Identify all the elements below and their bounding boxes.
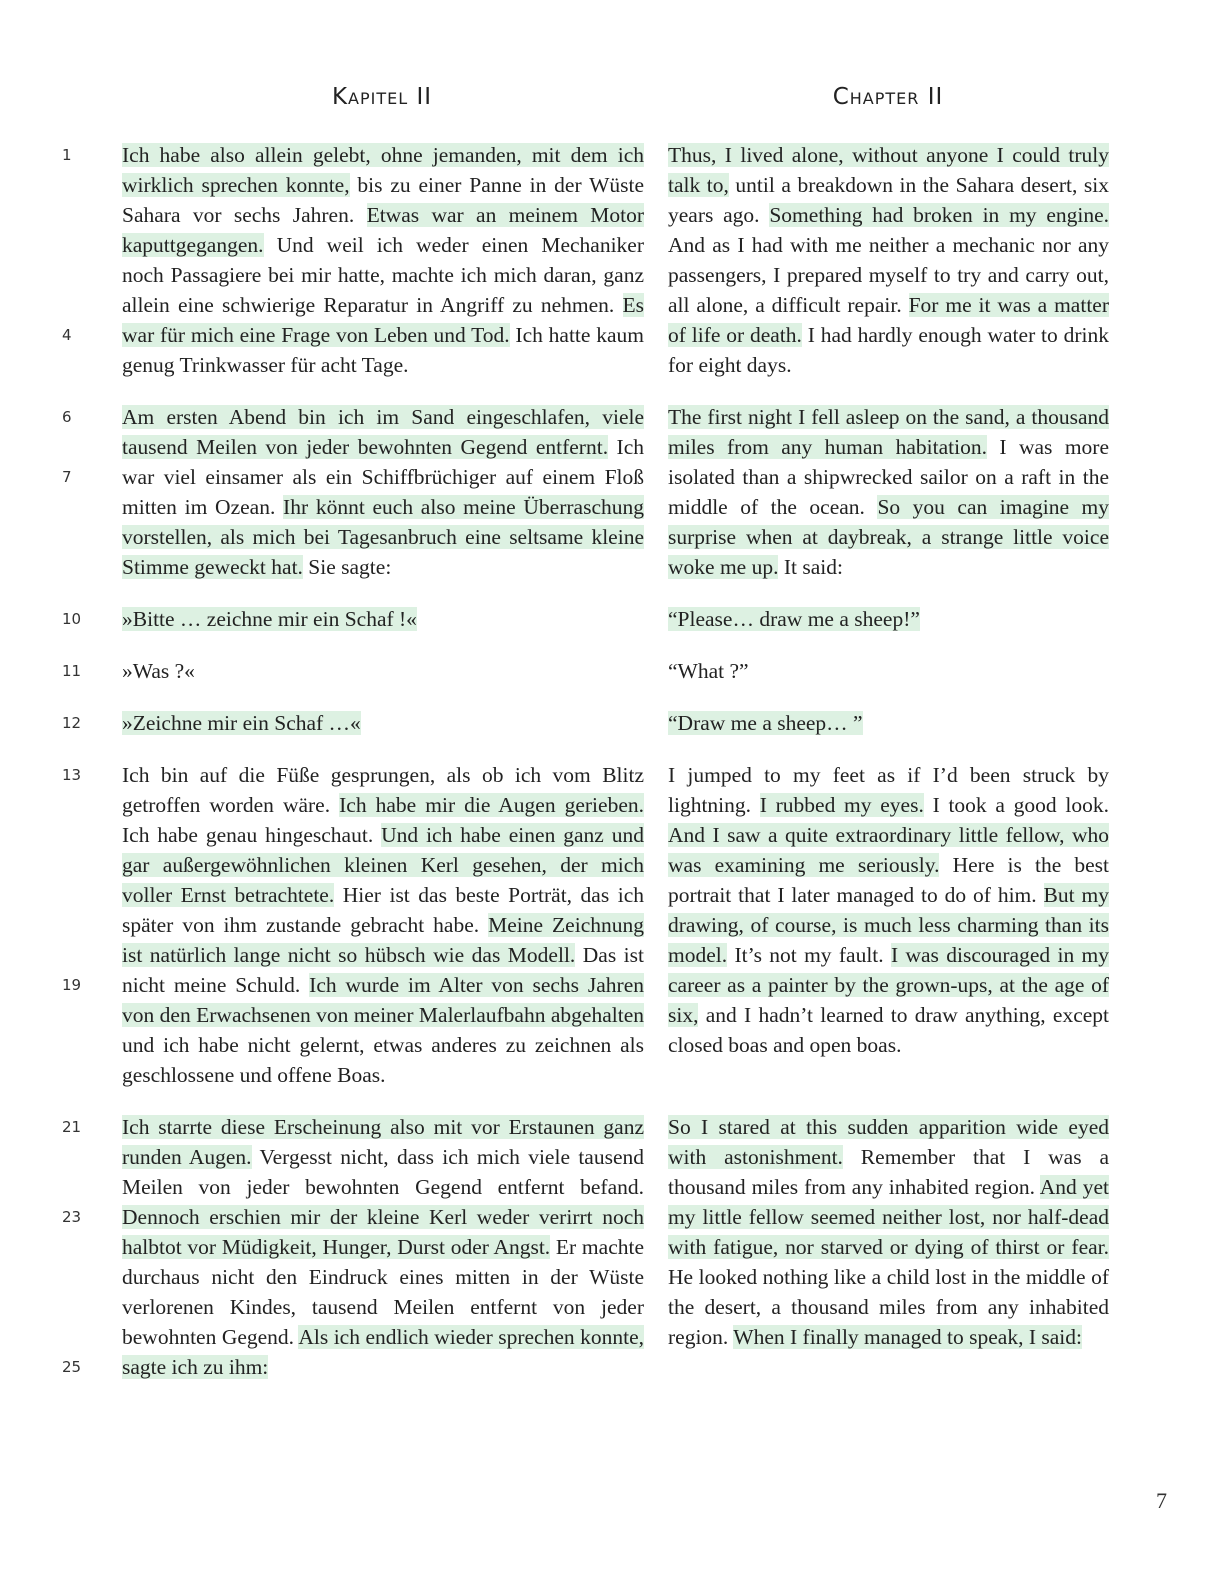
page-number: 7 [1156,1488,1167,1513]
highlighted-sentence: So I stared at this sudden apparition wide eyed with astonishment. [668,1115,1109,1169]
english-paragraph [668,1112,1109,1352]
german-paragraph [122,604,644,634]
highlighted-sentence: Am ersten Abend bin ich im Sand eingeschlafen, viele tausend Meilen von jeder bewohnten Gegend entfernt. [122,405,644,459]
highlighted-sentence: I was discouraged in my career as a painter by the grown-ups, at the age of six, [668,943,1110,1027]
highlighted-sentence: Als ich endlich wieder sprechen konnte, sagte ich zu ihm: [122,1325,644,1379]
highlighted-sentence: »Bitte … zeichne mir ein Schaf !« [122,607,417,631]
highlighted-sentence: Etwas war an meinem Motor kaputtgegangen. [122,203,644,257]
sentence: Hier ist das beste Porträt, das ich später von ihm zustande gebracht habe. [122,883,645,937]
line-number: 23 [62,1208,82,1226]
highlighted-sentence: But my drawing, of course, is much less charming than its model. [668,883,1109,967]
sentence: Ich habe genau hingeschaut. [122,823,382,847]
sentence: I had hardly enough water to drink for eight days. [668,323,1109,377]
line-number: 11 [62,662,82,680]
english-paragraph [668,708,1109,738]
line-number: 10 [62,610,82,628]
german-paragraph [122,402,644,582]
sentence: Er machte durchaus nicht den Eindruck eines mitten in der Wüste verlorenen Kindes, tausend Meilen entfernt von jeder bewohnten Gegend. [122,1235,644,1349]
sentence: He looked nothing like a child lost in the middle of the desert, a thousand miles from any inhabited region. [668,1265,1109,1349]
sentence: It’s not my fault. [727,943,891,967]
sentence: I was more isolated than a shipwrecked sailor on a raft in the middle of the ocean. [668,435,1109,519]
highlighted-sentence: I rubbed my eyes. [759,793,924,817]
english-paragraph [668,140,1109,380]
sentence: Ich bin auf die Füße gesprungen, als ob ich vom Blitz getroffen worden wäre. [122,763,644,817]
highlighted-sentence: Und ich habe einen ganz und gar außergewöhnlichen kleinen Kerl gesehen, der mich voller Ernst betrachtete. [122,823,644,907]
sentence: Und weil ich weder einen Mechaniker noch Passagiere bei mir hatte, machte ich mich daran, ganz allein eine schwierige Reparatur in Angriff zu nehmen. [122,233,644,317]
sentence: Das ist nicht meine Schuld. [122,943,644,997]
highlighted-sentence: For me it was a matter of life or death. [668,293,1109,347]
highlighted-sentence: Meine Zeichnung ist natürlich lange nicht so hübsch wie das Modell. [122,913,644,967]
highlighted-sentence: “Please… draw me a sheep!” [668,607,920,631]
highlighted-sentence: Ich habe mir die Augen gerieben. [339,793,644,817]
sentence: bis zu einer Panne in der Wüste Sahara vor sechs Jahren. [122,173,645,227]
english-paragraph [668,760,1109,1060]
line-number: 19 [62,976,82,994]
highlighted-sentence: When I finally managed to speak, I said: [733,1325,1082,1349]
sentence: and I hadn’t learned to draw anything, except closed boas and open boas. [668,1003,1109,1057]
sentence: Sie sagte: [302,555,392,579]
sentence: »Was ?« [122,659,195,683]
chapter-title-english: Chapter II [832,84,944,110]
highlighted-sentence: »Zeichne mir ein Schaf …« [122,711,361,735]
line-number: 21 [62,1118,82,1136]
german-paragraph [122,140,644,380]
highlighted-sentence: And yet my little fellow seemed neither lost, nor half-dead with fatigue, nor starved or dying of thirst or fear. [668,1175,1110,1259]
german-paragraph [122,708,644,738]
english-paragraph [668,402,1109,582]
line-number: 6 [62,408,72,426]
highlighted-sentence: The first night I fell asleep on the sand, a thousand miles from any human habitation. [668,405,1109,459]
highlighted-sentence: Es war für mich eine Frage von Leben und Tod. [122,293,644,347]
highlighted-sentence: Ich habe also allein gelebt, ohne jemanden, mit dem ich wirklich sprechen konnte, [122,143,644,197]
sentence: It said: [778,555,843,579]
german-paragraph [122,656,644,686]
highlighted-sentence: Ich wurde im Alter von sechs Jahren von den Erwachsenen von meiner Malerlaufbahn abgehalten [122,973,644,1027]
line-number: 4 [62,326,72,344]
chapter-title-german: Kapitel II [331,84,433,110]
sentence: I jumped to my feet as if I’d been struck by lightning. [668,763,1109,817]
highlighted-sentence: Thus, I lived alone, without anyone I could truly talk to, [668,143,1109,197]
english-paragraph [668,656,1109,686]
sentence: Ich hatte kaum genug Trinkwasser für acht Tage. [122,323,644,377]
sentence: Remember that I was a thousand miles from any inhabited region. [668,1145,1110,1199]
german-paragraph [122,1112,644,1382]
line-number: 1 [62,146,72,164]
line-number: 7 [62,468,72,486]
line-number: 25 [62,1358,82,1376]
line-number: 12 [62,714,82,732]
highlighted-sentence: Dennoch erschien mir der kleine Kerl weder verirrt noch halbtot vor Müdigkeit, Hunger, Durst oder Angst. [122,1205,644,1259]
sentence: Ich war viel einsamer als ein Schiffbrüchiger auf einem Floß mitten im Ozean. [122,435,645,519]
highlighted-sentence: Ihr könnt euch also meine Überraschung vorstellen, als mich bei Tagesanbruch eine seltsame kleine Stimme geweckt hat. [122,495,644,579]
sentence: Vergesst nicht, dass ich mich viele tausend Meilen von jeder bewohnten Gegend entfernt befand. [122,1145,644,1199]
highlighted-sentence: “Draw me a sheep… ” [668,711,863,735]
line-number: 13 [62,766,82,784]
english-paragraph [668,604,1109,634]
highlighted-sentence: Something had broken in my engine. [769,203,1110,227]
sentence: Here is the best portrait that I later managed to do of him. [668,853,1109,907]
highlighted-sentence: Ich starrte diese Erscheinung also mit vor Erstaunen ganz runden Augen. [122,1115,644,1169]
german-paragraph [122,760,644,1090]
sentence: And as I had with me neither a mechanic nor any passengers, I prepared myself to try and carry out, all alone, a difficult repair. [668,233,1109,317]
sentence: “What ?” [668,659,749,683]
highlighted-sentence: So you can imagine my surprise when at daybreak, a strange little voice woke me up. [668,495,1109,579]
sentence: und ich habe nicht gelernt, etwas anderes zu zeichnen als geschlossene und offene Boas. [122,1033,644,1087]
sentence: I took a good look. [923,793,1109,817]
highlighted-sentence: And I saw a quite extraordinary little fellow, who was examining me seriously. [668,823,1109,877]
sentence: until a breakdown in the Sahara desert, six years ago. [668,173,1109,227]
